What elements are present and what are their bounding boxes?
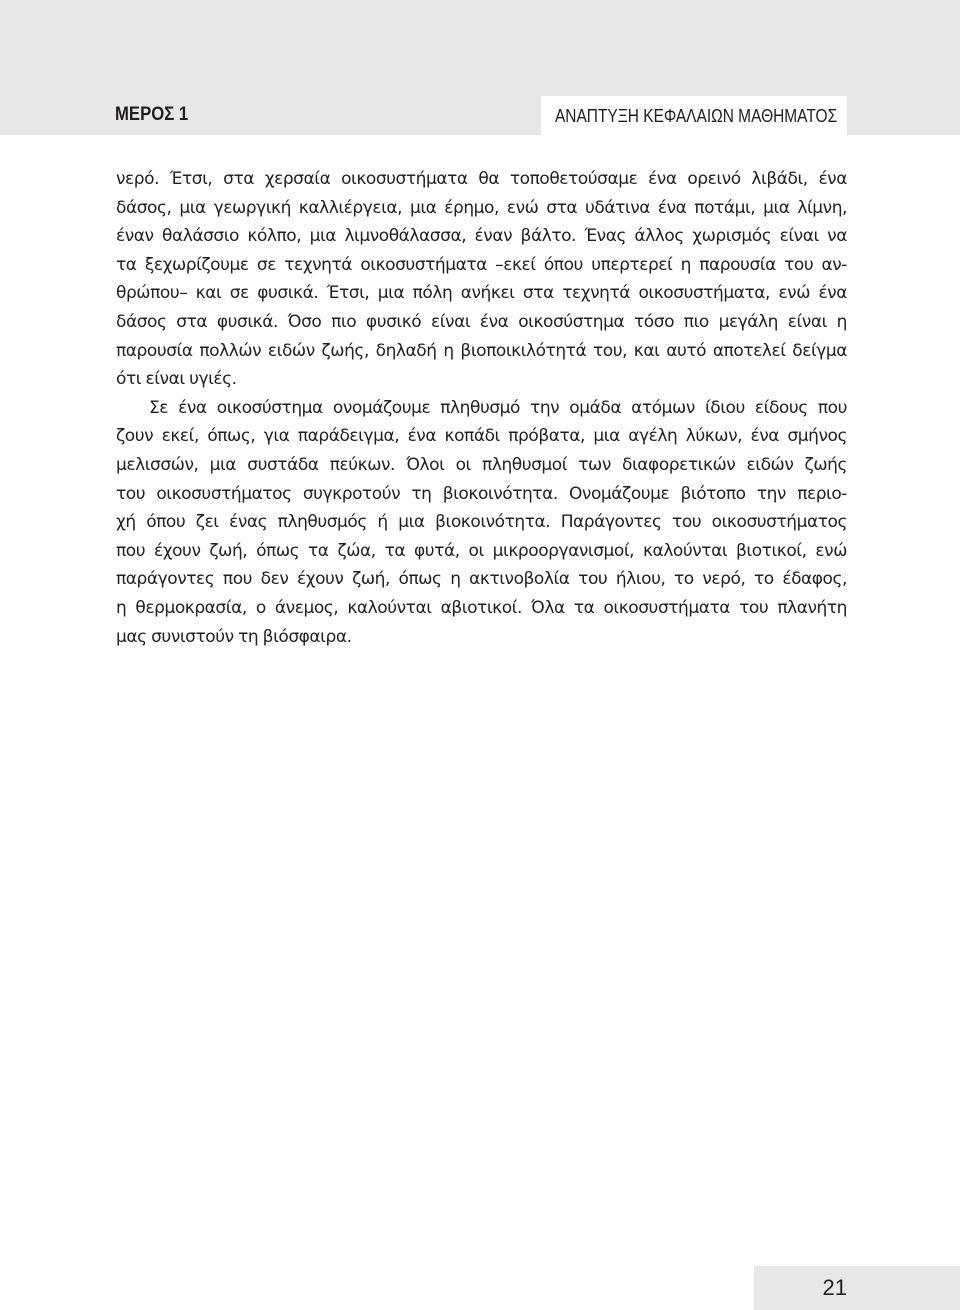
text-line: δάσος στα φυσικά. Όσο πιο φυσικό είναι ένα οικοσύστημα τόσο πιο μεγάλη είναι η <box>116 311 847 332</box>
text-line: του οικοσυστήματος συγκροτούν τη βιοκοινότητα. Ονομάζουμε βιότοπο την περιο- <box>116 483 847 504</box>
part-label: ΜΕΡΟΣ 1 <box>115 104 189 125</box>
page-number: 21 <box>822 1275 847 1300</box>
page-number-box <box>754 1266 960 1310</box>
text-line: έναν θαλάσσιο κόλπο, μια λιμνοθάλασσα, έναν βάλτο. Ένας άλλος χωρισμός είναι να <box>116 226 847 247</box>
chapter-title-box <box>541 96 847 135</box>
text-line: ζουν εκεί, όπως, για παράδειγμα, ένα κοπάδι πρόβατα, μια αγέλη λύκων, ένα σμήνος <box>116 426 847 447</box>
text-line: ότι είναι υγιές. <box>116 369 237 390</box>
text-line: χή όπου ζει ένας πληθυσμός ή μια βιοκοινότητα. Παράγοντες του οικοσυστήματος <box>116 512 847 533</box>
body-text <box>116 165 847 651</box>
text-line: θρώπου– και σε φυσικά. Έτσι, μια πόλη ανήκει στα τεχνητά οικοσυστήματα, ενώ ένα <box>116 283 847 304</box>
text-line: δάσος, μια γεωργική καλλιέργεια, μια έρημο, ενώ στα υδάτινα ένα ποτάμι, μια λίμνη, <box>116 197 847 218</box>
chapter-title: ΑΝΑΠΤΥΞΗ ΚΕΦΑΛΑΙΩΝ ΜΑΘΗΜΑΤΟΣ <box>554 106 837 126</box>
text-line: που έχουν ζωή, όπως τα ζώα, τα φυτά, οι μικροοργανισμοί, καλούνται βιοτικοί, ενώ <box>116 540 847 561</box>
text-line: η θερμοκρασία, ο άνεμος, καλούνται αβιοτικοί. Όλα τα οικοσυστήματα του πλανήτη <box>116 597 847 618</box>
text-line: μας συνιστούν τη βιόσφαιρα. <box>116 626 352 647</box>
text-line: νερό. Έτσι, στα χερσαία οικοσυστήματα θα τοποθετούσαμε ένα ορεινό λιβάδι, ένα <box>116 169 847 189</box>
text-line: παρουσία πολλών ειδών ζωής, δηλαδή η βιοποικιλότητά του, και αυτό αποτελεί δείγμα <box>116 340 847 361</box>
text-line: μελισσών, μια συστάδα πεύκων. Όλοι οι πληθυσμοί των διαφορετικών ειδών ζωής <box>116 454 847 475</box>
text-line: παράγοντες που δεν έχουν ζωή, όπως η ακτινοβολία του ήλιου, το νερό, το έδαφος, <box>116 569 847 590</box>
text-line: τα ξεχωρίζουμε σε τεχνητά οικοσυστήματα –εκεί όπου υπερτερεί η παρουσία του αν- <box>116 254 847 275</box>
text-line: Σε ένα οικοσύστημα ονομάζουμε πληθυσμό την ομάδα ατόμων ίδιου είδους που <box>149 397 847 418</box>
